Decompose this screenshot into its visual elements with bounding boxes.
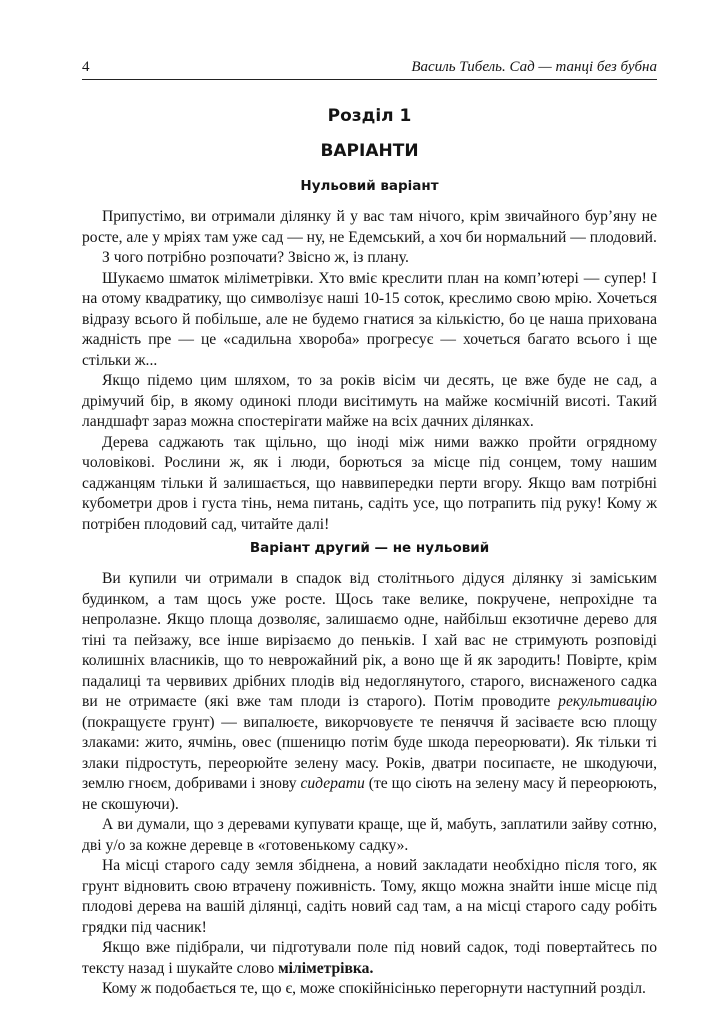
paragraph: Припустімо, ви отримали ділянку й у вас там нічого, крім звичайного бур’яну не росте, але у мріях там уже сад — ну, не Едемський, а хоч би нормальний — плодовий. [82,208,657,246]
paragraph: З чого потрібно розпочати? Звісно ж, із плану. [102,249,409,266]
italic-term: рекультивацію [558,693,657,710]
section-zero-variant-text [82,207,657,535]
text-run: (те що сіють на зелену масу й переорюють, не скошуючи). [82,775,657,813]
running-title: Василь Тибель. Сад — танці без бубна [411,59,657,75]
paragraph: А ви думали, що з деревами купувати краще, ще й, мабуть, заплатили зайву сотню, дві у/о за кожне деревце в «готовенькому садку». [82,816,657,854]
paragraph: Шукаємо шматок міліметрівки. Хто вміє креслити план на комп’ютері — супер! І на отому квадратику, що символізує наші 10-15 соток, креслимо свою мрію. Хочеться відразу всього й побільше, але не будемо гнатися за кількістю, бо це наша прихована жадність пре — це «садильна хвороба» прогресує — хочеться багато всього і ще стільки ж... [82,269,657,369]
bold-term: міліметрівка. [278,959,374,977]
text-run: (покращуєте грунт) — випалюєте, викорчовуєте те пеняччя й засіваєте всю площу злаками: жито, ячмінь, овес (пшеницю потім буде шкода переорювати). Як тільки ті злаки підростуть, переорюйте зелену масу. Років, дватри посипаєте, не шкодуючи, землю гноєм, добривами і знову [82,713,657,792]
paragraph: Дерева саджають так щільно, що іноді між ними важко пройти огрядному чоловікові. Рослини ж, як і люди, борються за місце під сонцем, тому нашим саджанцям тільки й залишається, що наввипередки перти вгору. Якщо вам потрібні кубометри дров і густа тінь, нема питань, садіть усе, що потрапить під руку! Кому ж потрібен плодовий сад, читайте далі! [82,433,657,533]
italic-term: сидерати [300,775,365,792]
section-title-second-variant: Варіант другий — не нульовий [249,540,490,556]
header-rule [82,79,657,80]
paragraph [82,938,657,979]
paragraph: Якщо підемо цим шляхом, то за років вісім чи десять, це вже буде не сад, а дрімучий бір, в якому одинокі плоди висітимуть на майже космічній висоті. Такий ландшафт зараз можна спостерігати майже на всіх дачних ділянках. [82,372,657,430]
section-title-zero-variant: Нульовий варіант [300,178,439,194]
chapter-number: Розділ 1 [327,106,412,126]
paragraph [82,569,657,815]
chapter-title: ВАРІАНТИ [320,141,419,161]
text-run: Ви купили чи отримали в спадок від столітнього дідуся ділянку зі заміським будинком, а там щось уже росте. Щось таке велике, покручене, непрохідне та непролазне. Якщо площа дозволяє, залишаємо одне, найбільш екзотичне дерево для тіні та пейзажу, все інше вирізаємо до пеньків. І хай вас не стримують розповіді колишніх власників, що то неврожайний рік, а воно ще й як зародить! Повірте, крім падалиці та червивих дрібних плодів від недоглянутого, старого, виснаженого садка ви не отримаєте (які вже там плоди із старого). Потім проводите [82,570,657,710]
paragraph: Кому ж подобається те, що є, може спокійнісінько перегорнути наступний розділ. [102,980,646,997]
section-second-variant-text [82,569,657,1000]
page-number: 4 [82,59,90,75]
text-run: Якщо вже підібрали, чи підготували поле під новий садок, тоді повертайтесь по тексту назад і шукайте слово [82,939,657,977]
running-head [82,56,657,78]
paragraph: На місці старого саду земля збіднена, а новий закладати необхідно після того, як грунт відновить свою втрачену поживність. Тому, якщо можна знайти інше місце під плодові дерева на вашій ділянці, садіть новий сад там, а на місці старого саду робіть грядки під часник! [82,857,657,936]
